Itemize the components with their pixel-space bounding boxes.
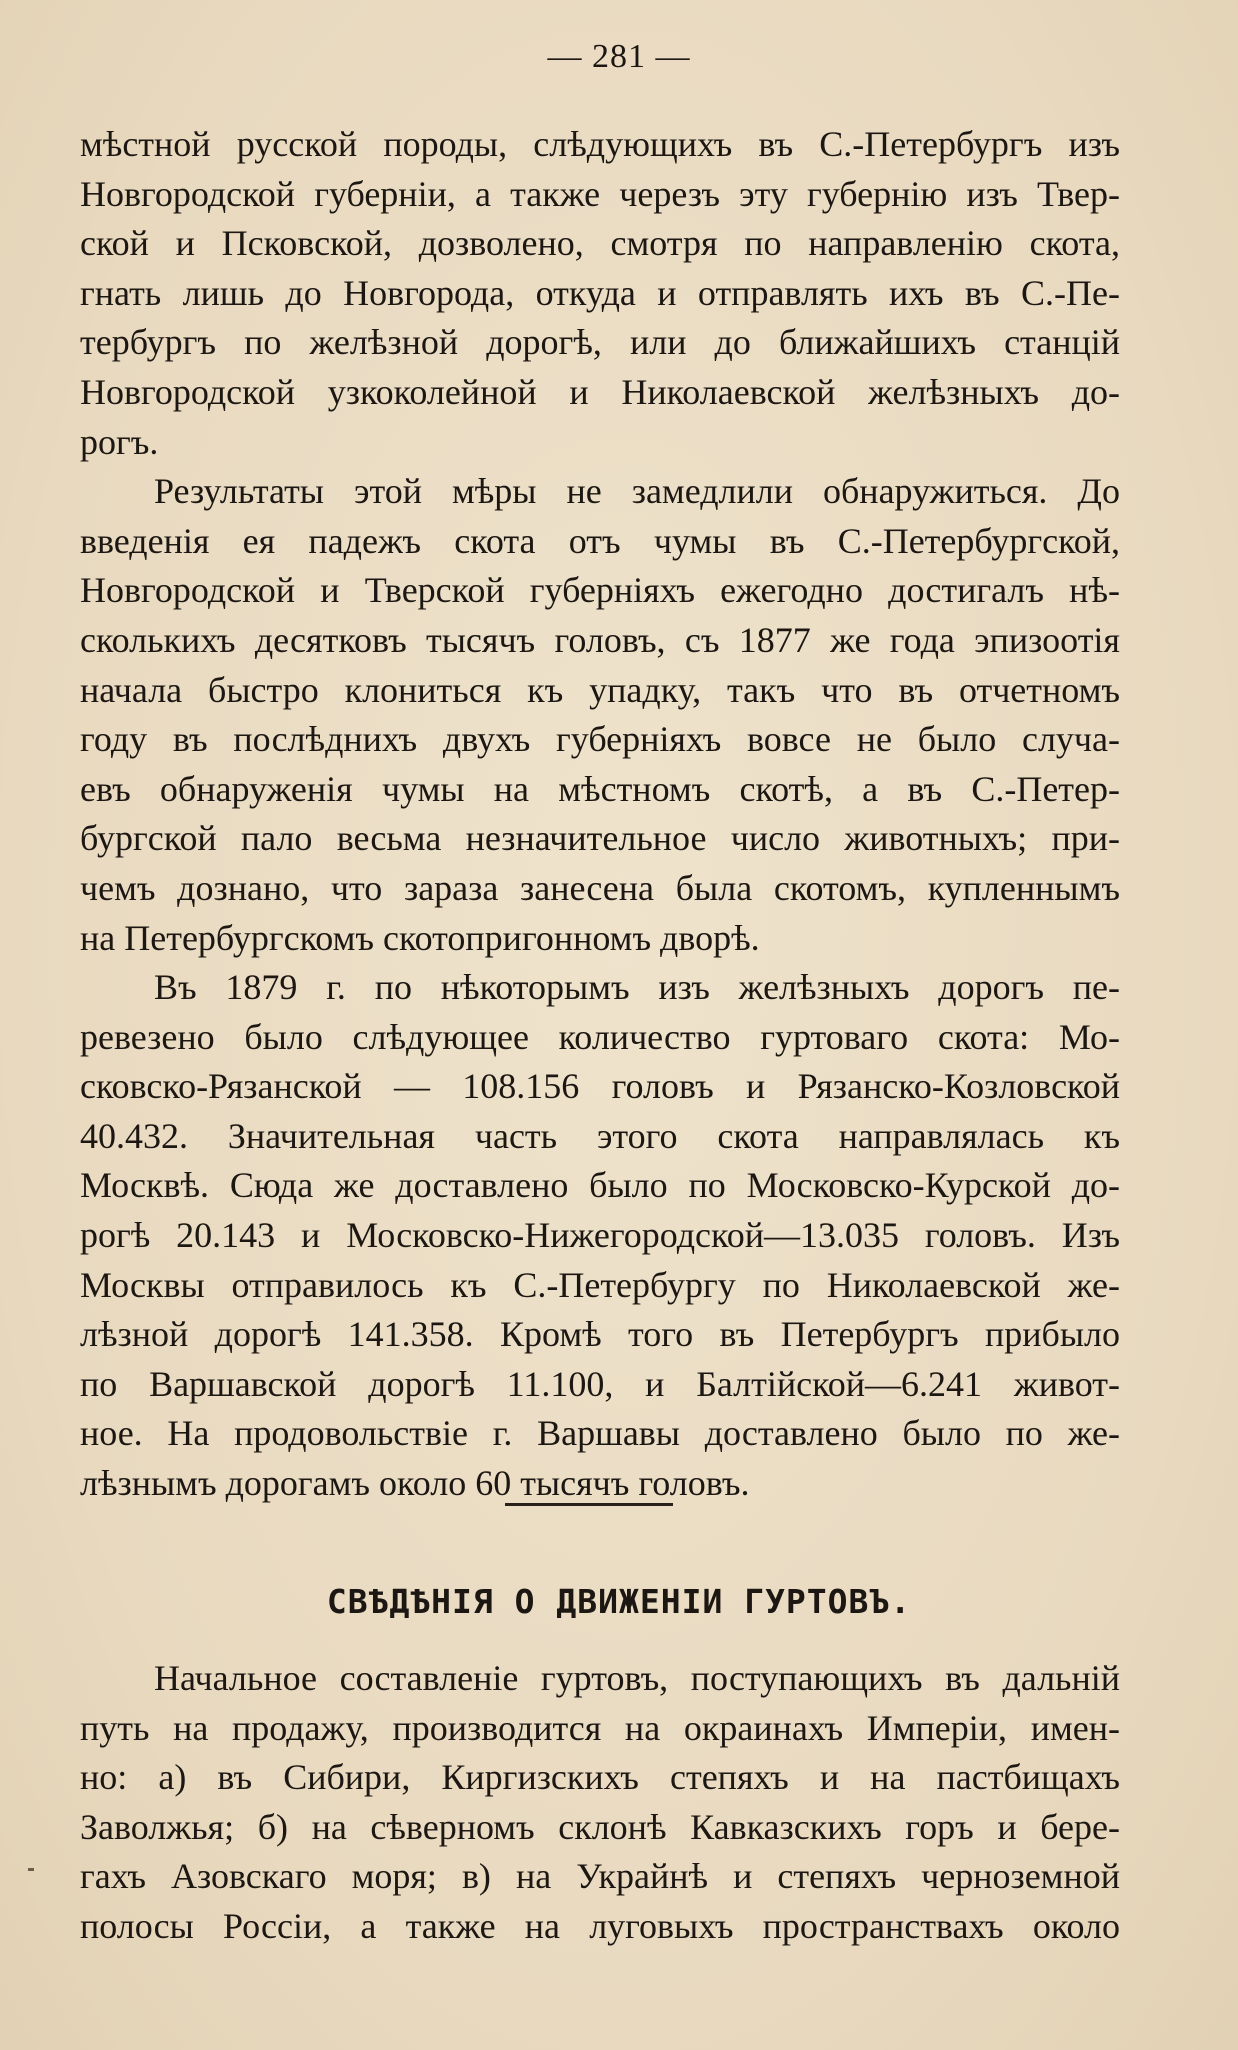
text-line: гнать лишь до Новгорода, откуда и отправлять ихъ въ С.-Пе-: [80, 272, 1120, 313]
paragraph-2: [80, 467, 1120, 963]
text-line: рогъ.: [80, 421, 159, 462]
main-text: [80, 120, 1120, 1509]
text-line: полосы Россіи, а также на луговыхъ пространствахъ около: [80, 1905, 1120, 1946]
text-line: бургской пало весьма незначительное число животныхъ; при-: [80, 818, 1120, 859]
text-line: Заволжья; б) на сѣверномъ склонѣ Кавказскихъ горъ и бере-: [80, 1806, 1120, 1847]
text-line: сковско-Рязанской — 108.156 головъ и Рязанско-Козловской: [80, 1066, 1120, 1107]
paragraph-3: [80, 963, 1120, 1509]
text-line: сколькихъ десятковъ тысячъ головъ, съ 1877 же года эпизоотія: [80, 619, 1120, 660]
text-line: ревезено было слѣдующее количество гуртоваго скота: Мо-: [80, 1016, 1120, 1057]
text-line: Новгородской узкоколейной и Николаевской желѣзныхъ до-: [80, 371, 1120, 412]
text-line: на Петербургскомъ скотопригонномъ дворѣ.: [80, 917, 760, 958]
text-line: Новгородской и Тверской губерніяхъ ежегодно достигалъ нѣ-: [80, 570, 1120, 611]
text-line: евъ обнаруженія чумы на мѣстномъ скотѣ, а въ С.-Петер-: [80, 768, 1120, 809]
text-line: Результаты этой мѣры не замедлили обнаружиться. До: [154, 471, 1120, 512]
text-line: но: а) въ Сибири, Киргизскихъ степяхъ и на пастбищахъ: [80, 1757, 1120, 1798]
text-line: начала быстро клониться къ упадку, такъ что въ отчетномъ: [80, 669, 1120, 710]
text-line: ской и Псковской, дозволено, смотря по направленію скота,: [80, 223, 1120, 264]
text-line: Начальное составленіе гуртовъ, поступающихъ въ дальній: [154, 1658, 1120, 1698]
section-heading: СВѢДѢНІЯ О ДВИЖЕНІИ ГУРТОВЪ.: [326, 1582, 912, 1621]
section-divider: [505, 1503, 673, 1506]
text-line: Москвы отправилось къ С.-Петербургу по Николаевской же-: [80, 1264, 1120, 1305]
text-line: рогѣ 20.143 и Московско-Нижегородской—13.035 головъ. Изъ: [80, 1215, 1120, 1256]
section-body: [80, 1654, 1120, 1952]
text-line: гахъ Азовскаго моря; в) на Украйнѣ и степяхъ черноземной: [80, 1856, 1120, 1897]
text-line: по Варшавской дорогѣ 11.100, и Балтійской—6.241 живот-: [80, 1363, 1120, 1404]
text-line: Москвѣ. Сюда же доставлено было по Московско-Курской до-: [80, 1165, 1120, 1206]
text-line: году въ послѣднихъ двухъ губерніяхъ вовсе не было случа-: [80, 719, 1120, 760]
text-line: тербургъ по желѣзной дорогѣ, или до ближайшихъ станцій: [80, 322, 1120, 363]
paragraph-1: [80, 120, 1120, 467]
text-line: Въ 1879 г. по нѣкоторымъ изъ желѣзныхъ дорогъ пе-: [154, 967, 1120, 1008]
text-line: мѣстной русской породы, слѣдующихъ въ С.-Петербургъ изъ: [80, 124, 1120, 164]
text-line: лѣзной дорогѣ 141.358. Кромѣ того въ Петербургъ прибыло: [80, 1314, 1120, 1355]
text-line: путь на продажу, производится на окраинахъ Имперіи, имен-: [80, 1707, 1120, 1748]
margin-mark: [28, 1868, 34, 1871]
text-line: Новгородской губерніи, а также черезъ эту губернію изъ Твер-: [80, 173, 1120, 214]
text-line: ное. На продовольствіе г. Варшавы доставлено было по же-: [80, 1413, 1120, 1454]
text-line: лѣзнымъ дорогамъ около 60 тысячъ головъ.: [80, 1463, 750, 1504]
text-line: 40.432. Значительная часть этого скота направлялась къ: [80, 1115, 1120, 1156]
text-line: введенія ея падежъ скота отъ чумы въ С.-Петербургской,: [80, 520, 1120, 561]
text-line: чемъ дознано, что зараза занесена была скотомъ, купленнымъ: [80, 867, 1120, 908]
page-number: — 281 —: [547, 38, 691, 75]
